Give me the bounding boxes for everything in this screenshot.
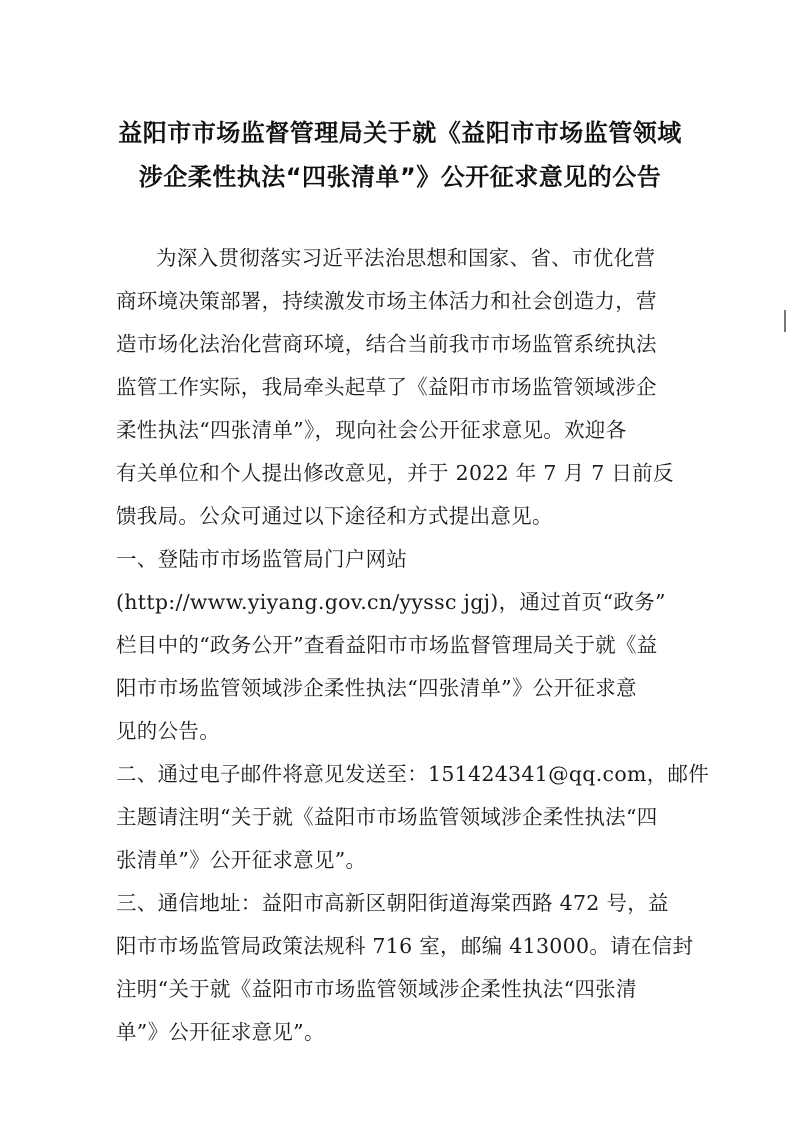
body-line: 注明“关于就《益阳市市场监管领域涉企柔性执法“四张清 xyxy=(116,977,637,1001)
body-line: (http://www.yiyang.gov.cn/yyssc jgj)，通过首页“政务” xyxy=(116,590,666,614)
body-line: 单”》公开征求意见”。 xyxy=(116,1020,325,1044)
section-heading: 二、通过电子邮件将意见发送至：151424341@qq.com，邮件 xyxy=(116,762,710,786)
body-line: 有关单位和个人提出修改意见，并于 2022 年 7 月 7 日前反 xyxy=(116,461,674,485)
body-line: 栏目中的“政务公开”查看益阳市市场监督管理局关于就《益 xyxy=(116,633,658,657)
body-line: 张清单”》公开征求意见”。 xyxy=(116,848,367,872)
body-line: 商环境决策部署，持续激发市场主体活力和社会创造力，营 xyxy=(116,289,657,313)
body-line: 见的公告。 xyxy=(116,719,220,743)
body-line: 柔性执法“四张清单”》，现向社会公开征求意见。欢迎各 xyxy=(116,418,627,442)
body-line: 造市场化法治化营商环境，结合当前我市市场监管系统执法 xyxy=(116,332,657,356)
title-line-2: 涉企柔性执法“四张清单”》公开征求意见的公告 xyxy=(138,163,662,191)
section-heading: 三、通信地址：益阳市高新区朝阳街道海棠西路 472 号，益 xyxy=(116,891,669,915)
body-line: 为深入贯彻落实习近平法治思想和国家、省、市优化营 xyxy=(156,246,656,270)
title-line-1: 益阳市市场监督管理局关于就《益阳市市场监管领域 xyxy=(118,119,682,147)
body-line: 监管工作实际，我局牵头起草了《益阳市市场监管领域涉企 xyxy=(116,375,657,399)
body-line: 阳市市场监管局政策法规科 716 室，邮编 413000。请在信封 xyxy=(116,934,694,958)
scan-edge-mark xyxy=(784,310,786,332)
body-line: 馈我局。公众可通过以下途径和方式提出意见。 xyxy=(116,504,553,528)
body-line: 主题请注明“关于就《益阳市市场监管领域涉企柔性执法“四 xyxy=(116,805,658,829)
body-line: 阳市市场监管领域涉企柔性执法“四张清单”》公开征求意 xyxy=(116,676,637,700)
section-heading: 一、登陆市市场监管局门户网站 xyxy=(116,547,408,571)
